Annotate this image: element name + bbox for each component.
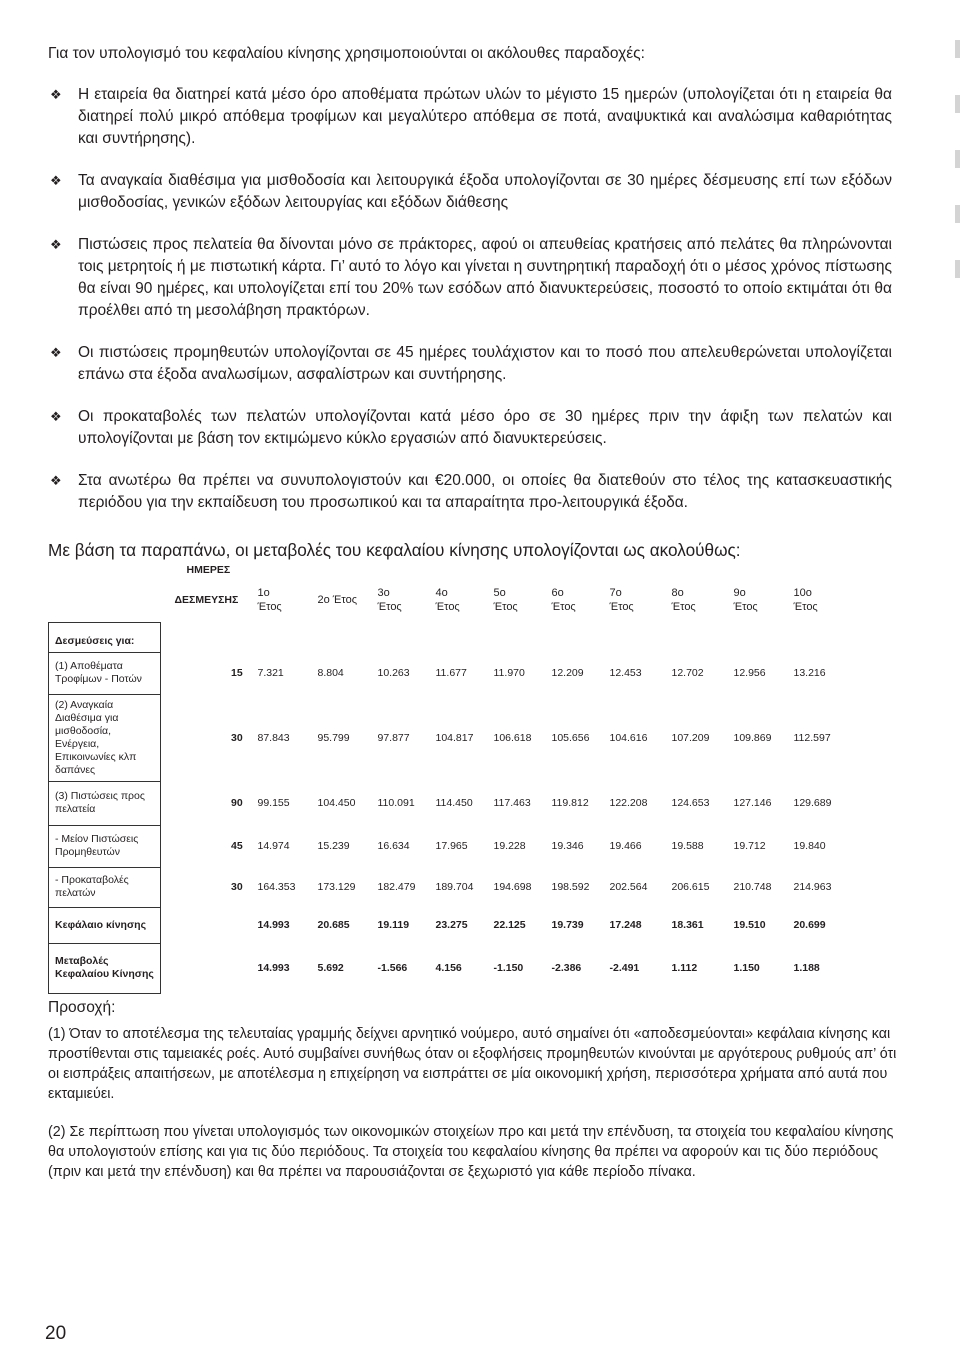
edge-tab — [955, 40, 960, 58]
row-label: Μεταβολές Κεφαλαίου Κίνησης — [49, 943, 161, 993]
working-capital-table — [48, 562, 857, 994]
note-2: (2) Σε περίπτωση που γίνεται υπολογισμός των οικονομικών στοιχείων προ και μετά την επένδυση, τα στοιχεία του κεφαλαίου κίνησης θα υπολογιστούν επίσης και για τις δύο περιόδους. Τα στοιχεία του κεφαλαίου κίνησης θα πρέπει να αφορούν και τις δύο περιόδους (πριν και μετά την επένδυση) και θα πρέπει να παρουσιάζονται σε ξεχωριστό για κάθε περίοδο πίνακα. — [48, 1124, 894, 1180]
row-label: (2) Αναγκαία Διαθέσιμα για μισθοδοσία, Ενέργεια, Επικοινωνίες κλπ δαπάνες — [49, 694, 161, 781]
note-1: (1) Όταν το αποτέλεσμα της τελευταίας γραμμής δείχνει αρνητικό νούμερο, αυτό σημαίνει ότι «αποδεσμεύονται» κεφάλαια κίνησης και προστίθενται στις ταμειακές ροές. Αυτό συμβαίνει συνήθως όταν οι εξοφλήσεις προμηθευτών κινούνται με αργότερους ρυθμούς απ’ ότι οι εισπράξεις απαιτήσεων, με αποτέλεσμα η επιχείρηση να εισπράττει σε μία οικονομική χρήση, περισσότερα χρήματα από αυτά που εκταμιεύει. — [48, 1026, 897, 1102]
diamond-cluster-icon: ❖ — [50, 173, 62, 188]
diamond-cluster-icon: ❖ — [50, 409, 62, 424]
table-row: - Μείον Πιστώσεις Προμηθευτών 45 14.974 15.239 16.634 17.965 19.228 19.346 19.466 19.588 19.712 19.840 — [49, 825, 857, 867]
intro-paragraph: Για τον υπολογισμό του κεφαλαίου κίνησης χρησιμοποιούνται οι ακόλουθες παραδοχές: — [48, 45, 645, 62]
header-commitment: ΔΕΣΜΕΥΣΗΣ — [174, 594, 239, 606]
row-label: - Προκαταβολές πελατών — [49, 867, 161, 907]
diamond-cluster-icon: ❖ — [50, 237, 62, 252]
row-label: Κεφάλαιο κίνησης — [49, 907, 161, 943]
header-commitments-for: Δεσμεύσεις για: — [49, 622, 161, 652]
year-header: 6ο Έτος — [551, 587, 576, 613]
year-header: 8ο Έτος — [671, 587, 696, 613]
table-intro: Με βάση τα παραπάνω, οι μεταβολές του κεφαλαίου κίνησης υπολογίζονται ως ακολούθως: — [48, 540, 741, 560]
row-label: (1) Αποθέματα Τροφίμων - Ποτών — [49, 652, 161, 694]
diamond-cluster-icon: ❖ — [50, 473, 62, 488]
edge-tab — [955, 205, 960, 223]
edge-tab — [955, 260, 960, 278]
page-number: 20 — [45, 1323, 67, 1344]
diamond-cluster-icon: ❖ — [50, 345, 62, 360]
year-header: 4ο Έτος — [435, 587, 460, 613]
year-header: 5ο Έτος — [493, 587, 518, 613]
list-item: ❖ Οι πιστώσεις προμηθευτών υπολογίζονται σε 45 ημέρες τουλάχιστον και το ποσό που απελευθερώνεται υπολογίζεται επάνω στα έξοδα αναλωσίμων, ασφαλίστρων και συντήρησης. — [50, 344, 892, 383]
table-row: - Προκαταβολές πελατών 30 164.353 173.129 182.479 189.704 194.698 198.592 202.564 206.615 210.748 214.963 — [49, 867, 857, 907]
row-label: (3) Πιστώσεις προς πελατεία — [49, 781, 161, 825]
row-days: 15 — [231, 667, 243, 679]
edge-tab — [955, 150, 960, 168]
year-header: 10ο Έτος — [793, 587, 818, 613]
assumptions-list — [48, 84, 892, 534]
table-row: (2) Αναγκαία Διαθέσιμα για μισθοδοσία, Ενέργεια, Επικοινωνίες κλπ δαπάνες 30 87.843 95.799 97.877 104.817 106.618 105.656 104.616 107.209 109.869 112.597 — [49, 694, 857, 781]
header-days: ΗΜΕΡΕΣ — [186, 564, 231, 576]
diamond-cluster-icon: ❖ — [50, 87, 62, 102]
row-days: 45 — [231, 840, 243, 852]
row-days: 90 — [231, 797, 243, 809]
attention-heading: Προσοχή: — [48, 999, 116, 1016]
working-capital-row: Κεφάλαιο κίνησης 14.993 20.685 19.119 23.275 22.125 19.739 17.248 18.361 19.510 20.699 — [49, 907, 857, 943]
list-item: ❖ Στα ανωτέρω θα πρέπει να συνυπολογιστούν και €20.000, οι οποίες θα διατεθούν στο τέλος της κατασκευαστικής περιόδου για την εκπαίδευση του προσωπικού και τα απαραίτητα προ-λειτουργικά έξοδα. — [50, 472, 892, 511]
changes-row: Μεταβολές Κεφαλαίου Κίνησης 14.993 5.692 -1.566 4.156 -1.150 -2.386 -2.491 1.112 1.150 1.188 — [49, 943, 857, 993]
table-row: (1) Αποθέματα Τροφίμων - Ποτών 15 7.321 8.804 10.263 11.677 11.970 12.209 12.453 12.702 12.956 13.216 — [49, 652, 857, 694]
year-header: 7ο Έτος — [609, 587, 634, 613]
edge-tab — [955, 95, 960, 113]
list-item: ❖ Πιστώσεις προς πελατεία θα δίνονται μόνο σε πράκτορες, αφού οι απευθείας κρατήσεις από πελάτες θα πληρώνονται τοις μετρητοίς ή με πιστωτική κάρτα. Γι’ αυτό το λόγο και γίνεται η συντηρητική παραδοχή ότι ο μέσος χρόνος πίστωσης θα είναι 90 ημέρες, και υπολογίζεται επί του 20% των εσόδων από διανυκτερεύσεις, ποσοστό το οποίο εκτιμάται ότι θα προέλθει από τη μεσολάβηση πρακτόρων. — [50, 236, 892, 319]
list-item: ❖ Οι προκαταβολές των πελατών υπολογίζονται κατά μέσο όρο σε 30 ημέρες πριν την άφιξη των πελατών και υπολογίζονται με βάση τον εκτιμώμενο κύκλο εργασιών από διανυκτερεύσεις. — [50, 408, 892, 447]
list-item: ❖ Τα αναγκαία διαθέσιμα για μισθοδοσία και λειτουργικά έξοδα υπολογίζονται σε 30 ημέρες δέσμευσης επί των εξόδων μισθοδοσίας, γενικών εξόδων λειτουργίας και εξόδων διάθεσης — [50, 172, 892, 211]
year-header: 2ο Έτος — [317, 594, 358, 606]
year-header: 9ο Έτος — [733, 587, 758, 613]
row-days: 30 — [231, 881, 243, 893]
year-header: 1ο Έτος — [257, 587, 282, 613]
row-label: - Μείον Πιστώσεις Προμηθευτών — [49, 825, 161, 867]
list-item: ❖ Η εταιρεία θα διατηρεί κατά μέσο όρο αποθέματα πρώτων υλών το μέγιστο 15 ημερών (υπολογίζεται ότι η εταιρεία θα διατηρεί πολύ μικρό απόθεμα τροφίμων και μεγαλύτερο απόθεμα σε ποτά, αναψυκτικά και αναλώσιμα καθαριότητας και συντήρησης). — [50, 86, 892, 147]
year-header: 3ο Έτος — [377, 587, 402, 613]
row-days: 30 — [231, 731, 243, 744]
table-row: (3) Πιστώσεις προς πελατεία 90 99.155 104.450 110.091 114.450 117.463 119.812 122.208 124.653 127.146 129.689 — [49, 781, 857, 825]
